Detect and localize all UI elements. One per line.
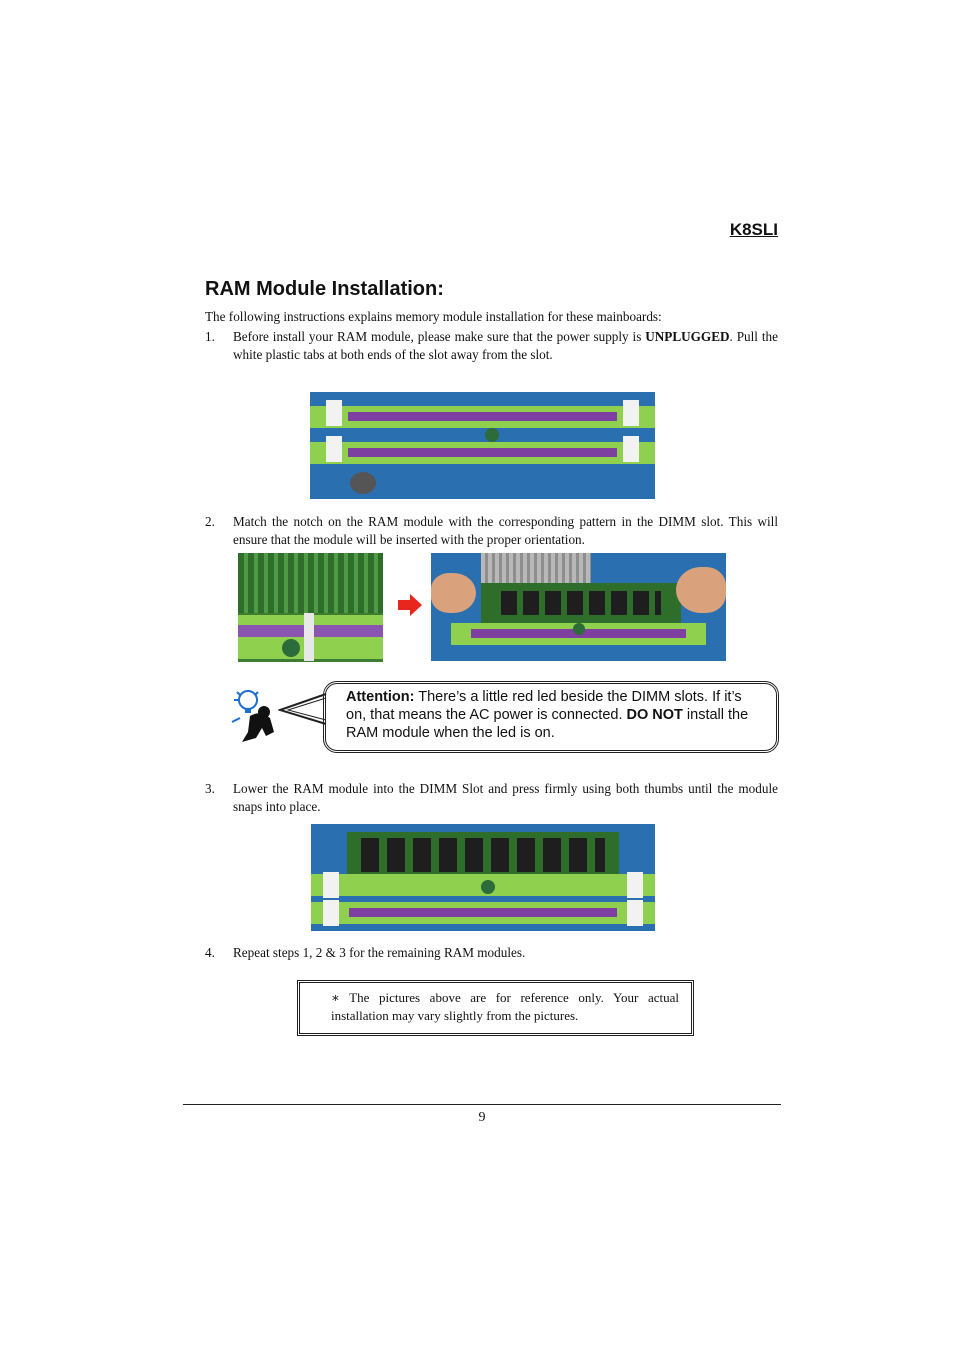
- note-text: ∗ The pictures above are for reference only. Your actual installation may vary slightly from the pictures.: [331, 990, 679, 1023]
- page-number: 9: [478, 1110, 486, 1125]
- step-2: 2. Match the notch on the RAM module with the corresponding pattern in the DIMM slot. This will ensure that the module will be inserted with the proper orientation.: [205, 514, 778, 547]
- unplugged-emphasis: UNPLUGGED: [645, 329, 730, 344]
- step-3: 3. Lower the RAM module into the DIMM Slot and press firmly using both thumbs until the module snaps into place.: [205, 781, 778, 814]
- model-name: K8SLI: [729, 220, 778, 239]
- arrow-right-icon: [398, 594, 422, 616]
- photo-open-dimm-slots: [310, 392, 655, 499]
- attention-text: Attention: There’s a little red led beside the DIMM slots. If it’s on, that means the AC power is connected. DO NOT install the RAM module when the led is on.: [346, 689, 749, 741]
- step-4: 4. Repeat steps 1, 2 & 3 for the remaining RAM modules.: [205, 945, 526, 960]
- thinking-person-icon: [228, 688, 280, 744]
- photo-notch-closeup: [238, 553, 383, 662]
- photo-module-installed: [311, 824, 655, 931]
- section-title: RAM Module Installation:: [205, 278, 444, 300]
- step-1: 1. Before install your RAM module, please make sure that the power supply is UNPLUGGED. Pull the white plastic tabs at both ends of the slot away from the slot.: [205, 329, 778, 362]
- do-not-emphasis: DO NOT: [626, 707, 683, 723]
- intro-paragraph: The following instructions explains memory module installation for these mainboards:: [205, 309, 662, 324]
- callout-pointer: [278, 690, 328, 730]
- footer-rule: [183, 1104, 781, 1105]
- photo-inserting-module: [431, 553, 726, 661]
